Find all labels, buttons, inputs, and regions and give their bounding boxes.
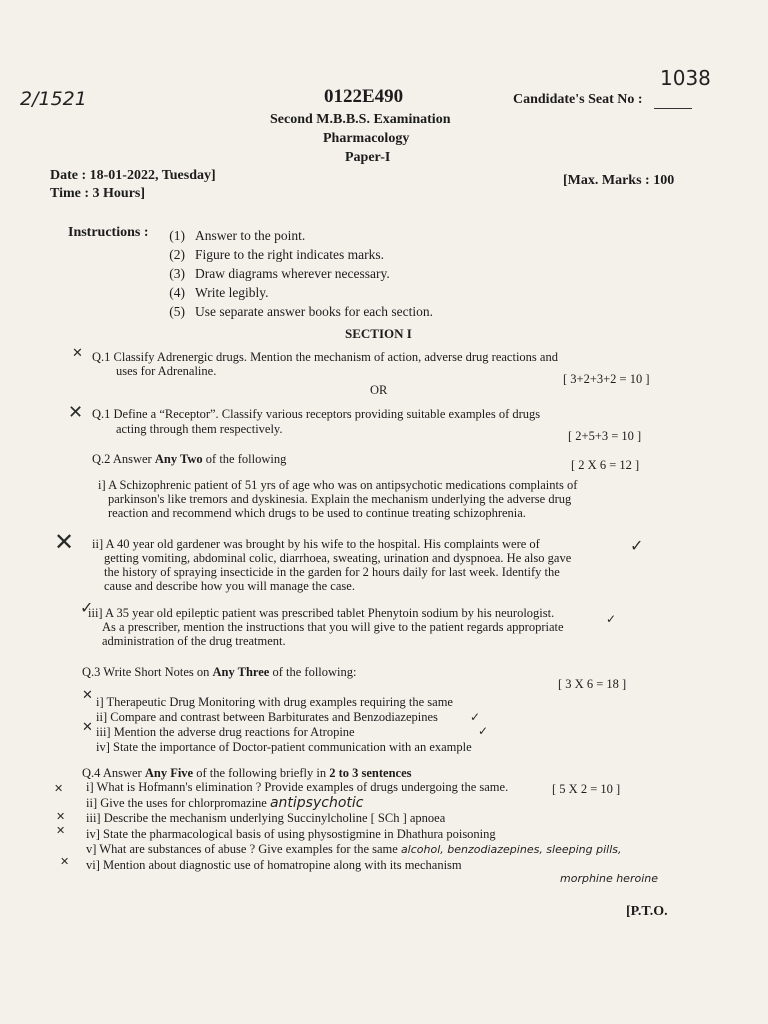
list-item: i] What is Hofmann's elimination ? Provide examples of drugs undergoing the same. — [86, 780, 509, 794]
q1a-line1: Q.1 Classify Adrenergic drugs. Mention the mechanism of action, adverse drug reactions and — [92, 350, 558, 364]
check-mark-icon: ✓ — [606, 612, 617, 626]
q1b-line1: Q.1 Define a “Receptor”. Classify various receptors providing suitable examples of drugs — [92, 407, 541, 421]
instruction-item: (5) Use separate answer books for each section. — [169, 304, 434, 319]
list-item: v] What are substances of abuse ? Give examples for the same alcohol, benzodiazepines, sleeping pills, — [86, 842, 622, 856]
handwritten-note: alcohol, benzodiazepines, sleeping pills, — [400, 843, 622, 856]
q4-items — [86, 780, 622, 873]
check-mark-icon: ✓ — [478, 724, 489, 738]
list-item: iii] Describe the mechanism underlying Succinylcholine [ SCh ] apnoea — [86, 811, 446, 825]
subject-title: Pharmacology — [323, 131, 410, 146]
q3-items — [96, 695, 472, 755]
instruction-item: (3) Draw diagrams wherever necessary. — [169, 266, 390, 281]
or-label: OR — [370, 383, 388, 397]
list-item: ii] Compare and contrast between Barbiturates and Benzodiazepines — [96, 710, 438, 724]
cross-mark-icon: ✕ — [56, 824, 66, 837]
q3-heading: Q.3 Write Short Notes on Any Three of the following: — [82, 665, 357, 679]
cross-mark-icon: ✕ — [68, 402, 84, 423]
q2-heading: Q.2 Answer Any Two of the following — [92, 452, 287, 466]
instruction-item: (4) Write legibly. — [169, 285, 269, 300]
instruction-item: (1) Answer to the point. — [169, 228, 306, 243]
q1b-line2: acting through them respectively. — [116, 422, 283, 436]
paper-code: 0122E490 — [324, 86, 404, 107]
q4-marks: [ 5 X 2 = 10 ] — [552, 782, 621, 796]
cross-mark-icon: ✕ — [60, 855, 70, 868]
q1b-marks: [ 2+5+3 = 10 ] — [568, 429, 642, 443]
paper-title: Paper-I — [345, 150, 391, 165]
pto-label: [P.T.O. — [626, 904, 668, 919]
check-mark-icon: ✓ — [80, 598, 94, 617]
list-item: iv] State the pharmacological basis of using physostigmine in Dhathura poisoning — [86, 826, 496, 841]
cross-mark-icon: ✕ — [82, 720, 93, 735]
list-item: i] Therapeutic Drug Monitoring with drug examples requiring the same — [96, 695, 453, 709]
instructions-list — [155, 226, 433, 321]
seat-label: Candidate's Seat No : — [513, 92, 643, 107]
list-item: vi] Mention about diagnostic use of homatropine along with its mechanism — [86, 857, 462, 872]
exam-title: Second M.B.B.S. Examination — [270, 112, 451, 127]
instructions-label: Instructions : — [68, 225, 149, 240]
cross-mark-icon: ✕ — [82, 688, 93, 703]
handwritten-seat-no: 1038 — [660, 66, 711, 90]
handwritten-note: morphine heroine — [560, 872, 659, 885]
check-mark-icon: ✓ — [470, 710, 481, 724]
q2-item-i: i] A Schizophrenic patient of 51 yrs of age who was on antipsychotic medications complaints of parkinson's like tremors and dyskinesia. Explain the mechanism underlying the adverse drug reaction and recommend which drugs to be used to continue treating schizophrenia. — [98, 478, 578, 520]
max-marks: [Max. Marks : 100 — [563, 173, 675, 188]
cross-mark-icon: ✕ — [54, 528, 75, 556]
check-mark-icon: ✓ — [630, 536, 644, 555]
cross-mark-icon: ✕ — [56, 810, 66, 823]
q1a-line2: uses for Adrenaline. — [116, 364, 217, 378]
list-item: ii] Give the uses for chlorpromazine antipsychotic — [86, 794, 364, 811]
list-item: iv] State the importance of Doctor-patient communication with an example — [96, 740, 472, 754]
seat-blank-line — [654, 108, 692, 109]
q2-marks: [ 2 X 6 = 12 ] — [571, 458, 640, 472]
exam-time: Time : 3 Hours] — [50, 186, 146, 201]
cross-mark-icon: ✕ — [72, 346, 83, 361]
instruction-item: (2) Figure to the right indicates marks. — [169, 247, 384, 262]
q4-heading: Q.4 Answer Any Five of the following briefly in 2 to 3 sentences — [82, 766, 412, 780]
q2-item-ii: ii] A 40 year old gardener was brought by his wife to the hospital. His complaints were of getting vomiting, abdominal colic, diarrhoea, sweating, urination and dyspnoea. He also gave the history of spraying insecticide in the garden for 2 hours daily for last week. Identify the cause and describe how you will manage the case. — [92, 537, 572, 593]
list-item: iii] Mention the adverse drug reactions for Atropine — [96, 725, 355, 739]
q3-marks: [ 3 X 6 = 18 ] — [558, 677, 627, 691]
cross-mark-icon: ✕ — [54, 782, 64, 795]
section-title: SECTION I — [345, 326, 412, 341]
handwritten-note: antipsychotic — [269, 794, 364, 811]
exam-date: Date : 18-01-2022, Tuesday] — [50, 168, 216, 183]
q1a-marks: [ 3+2+3+2 = 10 ] — [563, 372, 650, 386]
q2-item-iii: iii] A 35 year old epileptic patient was prescribed tablet Phenytoin sodium by his neurologist. As a prescriber, mention the instructions that you will give to the patient regards appropriate administration of the drug treatment. — [88, 606, 564, 648]
handwritten-ref: 2/1521 — [20, 88, 87, 110]
